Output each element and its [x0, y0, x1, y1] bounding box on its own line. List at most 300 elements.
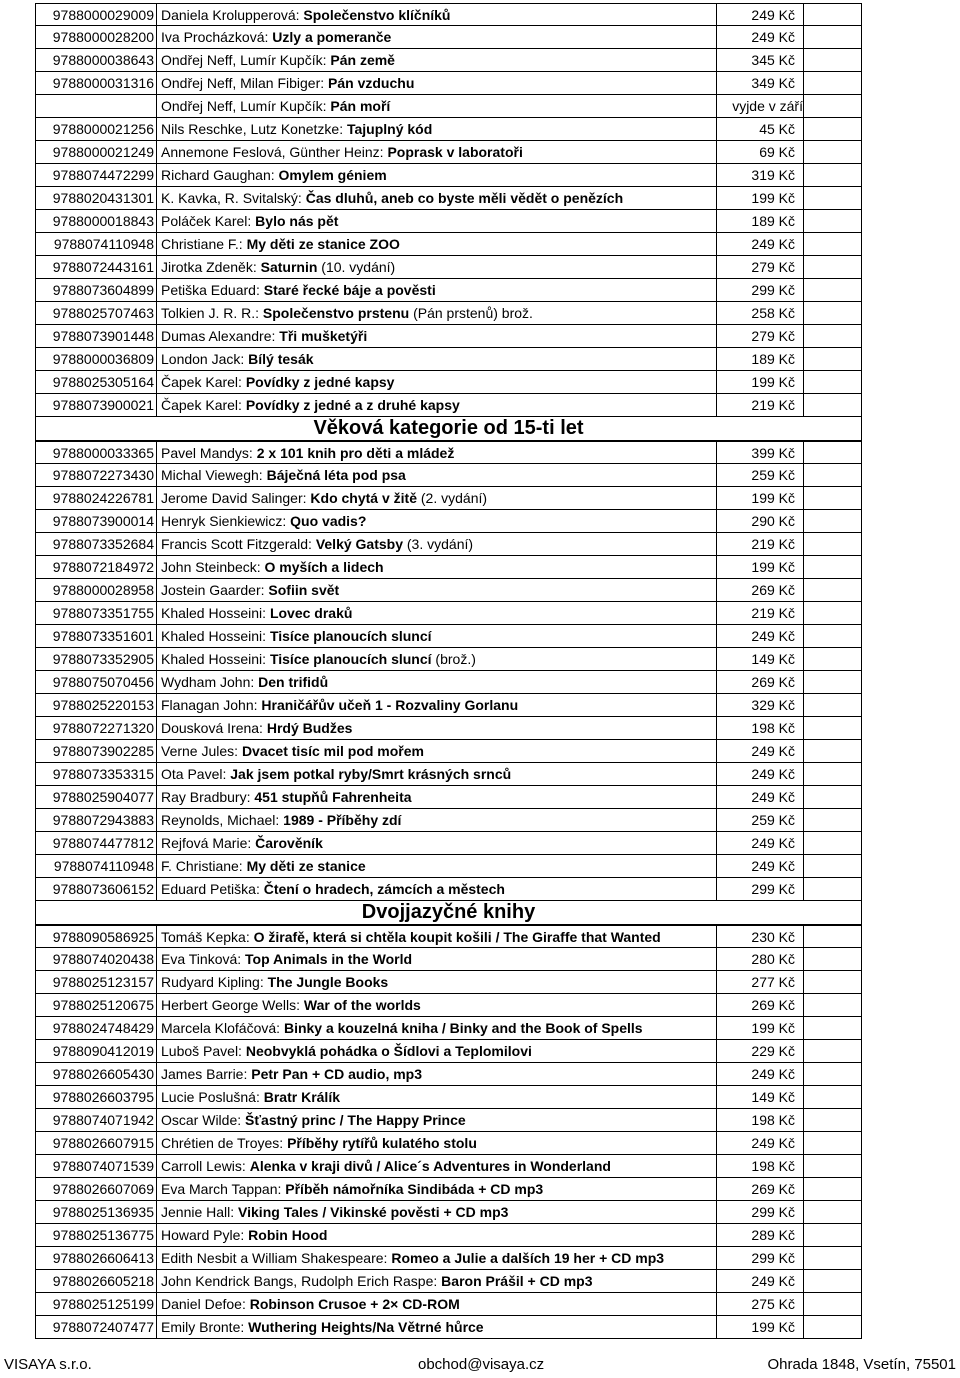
title-text: Tři mušketýři	[279, 328, 368, 344]
price-cell: 198 Kč	[716, 717, 804, 739]
isbn-cell: 9788073604899	[36, 279, 157, 301]
author-text: Dumas Alexandre:	[161, 328, 280, 344]
author-text: Poláček Karel:	[161, 213, 256, 229]
book-cell	[158, 694, 715, 716]
table-row	[35, 72, 862, 95]
author-text: Reynolds, Michael:	[161, 812, 284, 828]
isbn-cell: 9788073606152	[36, 878, 157, 900]
title-text: Viking Tales / Vikinské pověsti + CD mp3	[238, 1204, 509, 1220]
book-cell	[158, 1316, 715, 1338]
price-cell: 290 Kč	[716, 510, 804, 532]
isbn-cell	[36, 95, 157, 117]
table-block-bilingual	[35, 925, 862, 1339]
book-cell	[158, 1109, 715, 1131]
author-text: Wydham John:	[161, 674, 259, 690]
table-row	[35, 1270, 862, 1293]
table-row	[35, 809, 862, 832]
title-text: Šťastný princ / The Happy Prince	[245, 1112, 466, 1128]
author-text: F. Christiane:	[161, 858, 247, 874]
book-cell	[158, 1132, 715, 1154]
book-cell	[158, 625, 715, 647]
price-cell: 259 Kč	[716, 464, 804, 486]
price-cell: 329 Kč	[716, 694, 804, 716]
table-row	[35, 1201, 862, 1224]
table-row	[35, 510, 862, 533]
author-text: Petiška Eduard:	[161, 282, 264, 298]
table-row	[35, 26, 862, 49]
table-row	[35, 1063, 862, 1086]
title-text: Pán moří	[330, 98, 391, 114]
price-cell: 275 Kč	[716, 1293, 804, 1315]
title-text: Dvacet tisíc mil pod mořem	[241, 743, 424, 759]
table-row	[35, 878, 862, 901]
title-text: Uzly a pomeranče	[272, 29, 392, 45]
table-row	[35, 1155, 862, 1178]
author-text: Eduard Petiška:	[161, 881, 264, 897]
price-cell: 249 Kč	[716, 786, 804, 808]
price-cell: vyjde v září	[716, 95, 804, 117]
book-cell	[158, 256, 715, 278]
edition-note: (brož.)	[431, 651, 476, 667]
title-text: Wuthering Heights/Na Větrné hůrce	[248, 1319, 484, 1335]
price-cell: 249 Kč	[716, 855, 804, 877]
title-text: Hraničářův učeň 1 - Rozvaliny Gorlanu	[261, 697, 519, 713]
author-text: Richard Gaughan:	[161, 167, 279, 183]
price-cell: 249 Kč	[716, 1063, 804, 1085]
price-cell: 399 Kč	[716, 442, 804, 464]
author-text: Ota Pavel:	[161, 766, 231, 782]
title-text: Bílý tesák	[248, 351, 314, 367]
price-cell: 269 Kč	[716, 1178, 804, 1200]
price-cell: 258 Kč	[716, 302, 804, 324]
isbn-cell: 9788000038643	[36, 49, 157, 71]
isbn-cell: 9788025120675	[36, 994, 157, 1016]
table-row	[35, 187, 862, 210]
book-cell	[158, 1155, 715, 1177]
author-text: Eva Tinková:	[161, 951, 246, 967]
price-cell: 199 Kč	[716, 487, 804, 509]
author-text: Emily Bronte:	[161, 1319, 249, 1335]
book-cell	[158, 786, 715, 808]
table-row	[35, 441, 862, 464]
author-text: Ray Bradbury:	[161, 789, 255, 805]
table-row	[35, 1178, 862, 1201]
book-cell	[158, 994, 715, 1016]
title-text: Společenstvo prstenu	[262, 305, 410, 321]
isbn-cell: 9788025136935	[36, 1201, 157, 1223]
isbn-cell: 9788073351601	[36, 625, 157, 647]
title-text: War of the worlds	[303, 997, 421, 1013]
table-row	[35, 1132, 862, 1155]
table-row	[35, 210, 862, 233]
isbn-cell: 9788073353315	[36, 763, 157, 785]
price-list-table	[35, 3, 862, 1339]
table-row	[35, 256, 862, 279]
book-cell	[158, 763, 715, 785]
table-row	[35, 925, 862, 948]
title-text: Quo vadis?	[290, 513, 367, 529]
title-text: Poprask v laboratoři	[387, 144, 523, 160]
table-row	[35, 141, 862, 164]
book-cell	[158, 671, 715, 693]
isbn-cell: 9788073900014	[36, 510, 157, 532]
isbn-cell: 9788025904077	[36, 786, 157, 808]
book-cell	[158, 855, 715, 877]
price-cell: 249 Kč	[716, 832, 804, 854]
price-cell: 349 Kč	[716, 72, 804, 94]
author-text: Ondřej Neff, Lumír Kupčík:	[161, 52, 331, 68]
isbn-cell: 9788000036809	[36, 348, 157, 370]
title-text: Baron Prášil + CD mp3	[441, 1273, 593, 1289]
book-cell	[158, 648, 715, 670]
title-text: Tajuplný kód	[346, 121, 433, 137]
isbn-cell: 9788026605430	[36, 1063, 157, 1085]
edition-note: (10. vydání)	[317, 259, 396, 275]
title-text: Povídky z jedné kapsy	[245, 374, 395, 390]
isbn-cell: 9788025136775	[36, 1224, 157, 1246]
price-cell: 299 Kč	[716, 878, 804, 900]
isbn-cell: 9788075070456	[36, 671, 157, 693]
book-cell	[158, 1201, 715, 1223]
isbn-cell: 9788073902285	[36, 740, 157, 762]
title-text: Saturnin	[260, 259, 318, 275]
price-cell: 189 Kč	[716, 210, 804, 232]
author-text: Tolkien J. R. R.:	[161, 305, 263, 321]
price-cell: 249 Kč	[716, 26, 804, 48]
isbn-cell: 9788072443161	[36, 256, 157, 278]
title-text: Alenka v kraji divů / Alice´s Adventures in Wonderland	[249, 1158, 611, 1174]
price-cell: 279 Kč	[716, 256, 804, 278]
author-text: Čapek Karel:	[161, 374, 246, 390]
book-cell	[158, 556, 715, 578]
author-text: Khaled Hosseini:	[161, 628, 270, 644]
table-row	[35, 487, 862, 510]
table-row	[35, 394, 862, 417]
isbn-cell: 9788072271320	[36, 717, 157, 739]
author-text: London Jack:	[161, 351, 249, 367]
author-text: Howard Pyle:	[161, 1227, 249, 1243]
title-text: Petr Pan + CD audio, mp3	[251, 1066, 423, 1082]
book-cell	[158, 49, 715, 71]
price-cell: 345 Kč	[716, 49, 804, 71]
book-cell	[158, 348, 715, 370]
title-text: O žirafě, která si chtěla koupit košili / The Giraffe that Wanted	[253, 929, 661, 945]
title-text: Robin Hood	[248, 1227, 328, 1243]
table-row	[35, 948, 862, 971]
title-text: Společenstvo klíčníků	[303, 7, 451, 23]
table-row	[35, 464, 862, 487]
isbn-cell: 9788090586925	[36, 926, 157, 948]
edition-note: (Pán prstenů) brož.	[409, 305, 533, 321]
table-row	[35, 325, 862, 348]
isbn-cell: 9788026606413	[36, 1247, 157, 1269]
book-cell	[158, 371, 715, 393]
price-cell: 277 Kč	[716, 971, 804, 993]
isbn-cell: 9788074477812	[36, 832, 157, 854]
table-block-general	[35, 3, 862, 417]
book-cell	[158, 487, 715, 509]
price-cell: 249 Kč	[716, 4, 804, 26]
title-text: Sofiin svět	[268, 582, 340, 598]
author-text: Ondřej Neff, Milan Fibiger:	[161, 75, 329, 91]
isbn-cell: 9788074071942	[36, 1109, 157, 1131]
price-cell: 249 Kč	[716, 233, 804, 255]
table-row	[35, 533, 862, 556]
price-cell: 149 Kč	[716, 1086, 804, 1108]
title-text: Lovec draků	[269, 605, 353, 621]
isbn-cell: 9788000021249	[36, 141, 157, 163]
book-cell	[158, 510, 715, 532]
isbn-cell: 9788074110948	[36, 855, 157, 877]
table-row	[35, 1017, 862, 1040]
book-cell	[158, 971, 715, 993]
book-cell	[158, 210, 715, 232]
book-cell	[158, 118, 715, 140]
title-text: 2 x 101 knih pro děti a mládež	[256, 445, 455, 461]
author-text: Jennie Hall:	[161, 1204, 239, 1220]
author-text: Khaled Hosseini:	[161, 651, 270, 667]
isbn-cell: 9788025220153	[36, 694, 157, 716]
price-cell: 198 Kč	[716, 1109, 804, 1131]
price-cell: 219 Kč	[716, 533, 804, 555]
price-cell: 299 Kč	[716, 279, 804, 301]
title-text: Jak jsem potkal ryby/Smrt krásných srnců	[230, 766, 512, 782]
table-row	[35, 648, 862, 671]
price-cell: 229 Kč	[716, 1040, 804, 1062]
isbn-cell: 9788000029009	[36, 4, 157, 26]
book-cell	[158, 1017, 715, 1039]
table-row	[35, 3, 862, 26]
title-text: Povídky z jedné a z druhé kapsy	[245, 397, 460, 413]
author-text: Verne Jules:	[161, 743, 242, 759]
book-cell	[158, 533, 715, 555]
table-row	[35, 717, 862, 740]
title-text: Romeo a Julie a dalších 19 her + CD mp3	[391, 1250, 665, 1266]
author-text: Jirotka Zdeněk:	[161, 259, 261, 275]
book-cell	[158, 187, 715, 209]
book-cell	[158, 302, 715, 324]
book-cell	[158, 1247, 715, 1269]
price-cell: 199 Kč	[716, 556, 804, 578]
title-text: Čas dluhů, aneb co byste měli vědět o penězích	[305, 190, 624, 206]
author-text: Lucie Poslušná:	[161, 1089, 264, 1105]
table-row	[35, 855, 862, 878]
price-cell: 219 Kč	[716, 394, 804, 416]
title-text: Den trifidů	[258, 674, 329, 690]
table-row	[35, 233, 862, 256]
isbn-cell: 9788026605218	[36, 1270, 157, 1292]
book-cell	[158, 26, 715, 48]
price-cell: 230 Kč	[716, 926, 804, 948]
title-text: The Jungle Books	[267, 974, 389, 990]
price-cell: 249 Kč	[716, 740, 804, 762]
isbn-cell: 9788024226781	[36, 487, 157, 509]
price-cell: 45 Kč	[716, 118, 804, 140]
isbn-cell: 9788072184972	[36, 556, 157, 578]
price-cell: 189 Kč	[716, 348, 804, 370]
price-cell: 279 Kč	[716, 325, 804, 347]
price-cell: 199 Kč	[716, 1316, 804, 1338]
title-text: 451 stupňů Fahrenheita	[254, 789, 412, 805]
isbn-cell: 9788073352905	[36, 648, 157, 670]
book-cell	[158, 1178, 715, 1200]
table-row	[35, 602, 862, 625]
isbn-cell: 9788000028200	[36, 26, 157, 48]
table-row	[35, 49, 862, 72]
isbn-cell: 9788073351755	[36, 602, 157, 624]
price-cell: 269 Kč	[716, 671, 804, 693]
title-text: Robinson Crusoe + 2× CD-ROM	[249, 1296, 460, 1312]
book-cell	[158, 717, 715, 739]
isbn-cell: 9788000033365	[36, 442, 157, 464]
book-cell	[158, 602, 715, 624]
price-cell: 249 Kč	[716, 1132, 804, 1154]
section-heading-bilingual: Dvojjazyčné knihy	[35, 901, 862, 925]
table-row	[35, 164, 862, 187]
table-row	[35, 832, 862, 855]
book-cell	[158, 740, 715, 762]
table-row	[35, 371, 862, 394]
table-row	[35, 625, 862, 648]
table-row	[35, 556, 862, 579]
title-text: Příběh námořníka Sindibáda + CD mp3	[285, 1181, 544, 1197]
table-row	[35, 1224, 862, 1247]
title-text: Tisíce planoucích sluncí	[269, 628, 432, 644]
price-cell: 269 Kč	[716, 579, 804, 601]
title-text: Binky a kouzelná kniha / Binky and the Book of Spells	[283, 1020, 643, 1036]
price-cell: 249 Kč	[716, 1270, 804, 1292]
author-text: John Kendrick Bangs, Rudolph Erich Raspe:	[161, 1273, 442, 1289]
book-cell	[158, 141, 715, 163]
author-text: John Steinbeck:	[161, 559, 265, 575]
book-cell	[158, 95, 715, 117]
table-row	[35, 786, 862, 809]
author-text: Daniel Defoe:	[161, 1296, 250, 1312]
author-text: Carroll Lewis:	[161, 1158, 250, 1174]
title-text: Neobvyklá pohádka o Šídlovi a Teplomilovi	[245, 1043, 532, 1059]
isbn-cell: 9788072943883	[36, 809, 157, 831]
title-text: Bylo nás pět	[255, 213, 339, 229]
author-text: Jerome David Salinger:	[161, 490, 311, 506]
author-text: Luboš Pavel:	[161, 1043, 246, 1059]
title-text: My děti ze stanice ZOO	[246, 236, 400, 252]
author-text: Eva March Tappan:	[161, 1181, 286, 1197]
author-text: Francis Scott Fitzgerald:	[161, 536, 316, 552]
price-cell: 249 Kč	[716, 763, 804, 785]
author-text: Edith Nesbit a William Shakespeare:	[161, 1250, 392, 1266]
book-cell	[158, 325, 715, 347]
author-text: Henryk Sienkiewicz:	[161, 513, 291, 529]
isbn-cell: 9788000031316	[36, 72, 157, 94]
author-text: Nils Reschke, Lutz Konetzke:	[161, 121, 347, 137]
isbn-cell: 9788025123157	[36, 971, 157, 993]
price-cell: 149 Kč	[716, 648, 804, 670]
book-cell	[158, 279, 715, 301]
author-text: Daniela Krolupperová:	[161, 7, 304, 23]
isbn-cell: 9788074110948	[36, 233, 157, 255]
table-block-15plus	[35, 441, 862, 901]
isbn-cell: 9788026607069	[36, 1178, 157, 1200]
price-cell: 199 Kč	[716, 1017, 804, 1039]
table-row	[35, 971, 862, 994]
title-text: My děti ze stanice	[246, 858, 366, 874]
isbn-cell: 9788025125199	[36, 1293, 157, 1315]
title-text: Báječná léta pod psa	[266, 467, 406, 483]
table-row	[35, 671, 862, 694]
book-cell	[158, 878, 715, 900]
table-row	[35, 348, 862, 371]
book-cell	[158, 1270, 715, 1292]
isbn-cell: 9788020431301	[36, 187, 157, 209]
author-text: Rudyard Kipling:	[161, 974, 268, 990]
author-text: Pavel Mandys:	[161, 445, 257, 461]
book-cell	[158, 1063, 715, 1085]
isbn-cell: 9788074071539	[36, 1155, 157, 1177]
edition-note: (3. vydání)	[403, 536, 474, 552]
author-text: Michal Viewegh:	[161, 467, 267, 483]
title-text: Omylem géniem	[278, 167, 387, 183]
price-cell: 289 Kč	[716, 1224, 804, 1246]
book-cell	[158, 164, 715, 186]
title-text: Pán vzduchu	[328, 75, 415, 91]
isbn-cell: 9788072407477	[36, 1316, 157, 1338]
price-cell: 299 Kč	[716, 1247, 804, 1269]
price-cell: 319 Kč	[716, 164, 804, 186]
price-cell: 299 Kč	[716, 1201, 804, 1223]
book-cell	[158, 4, 715, 26]
author-text: Chrétien de Troyes:	[161, 1135, 288, 1151]
author-text: Annemone Feslová, Günther Heinz:	[161, 144, 388, 160]
table-row	[35, 579, 862, 602]
title-text: Top Animals in the World	[245, 951, 413, 967]
table-row	[35, 1040, 862, 1063]
table-row	[35, 95, 862, 118]
author-text: Herbert George Wells:	[161, 997, 304, 1013]
price-cell: 198 Kč	[716, 1155, 804, 1177]
table-row	[35, 1293, 862, 1316]
isbn-cell: 9788090412019	[36, 1040, 157, 1062]
isbn-cell: 9788000028958	[36, 579, 157, 601]
price-cell: 199 Kč	[716, 371, 804, 393]
isbn-cell: 9788026607915	[36, 1132, 157, 1154]
price-cell: 249 Kč	[716, 625, 804, 647]
price-cell: 69 Kč	[716, 141, 804, 163]
book-cell	[158, 442, 715, 464]
table-row	[35, 1109, 862, 1132]
book-cell	[158, 394, 715, 416]
book-cell	[158, 1293, 715, 1315]
title-text: Bratr Králík	[263, 1089, 340, 1105]
book-cell	[158, 948, 715, 970]
title-text: Velký Gatsby	[315, 536, 403, 552]
title-text: Hrdý Budžes	[266, 720, 353, 736]
book-cell	[158, 809, 715, 831]
isbn-cell: 9788000018843	[36, 210, 157, 232]
price-cell: 280 Kč	[716, 948, 804, 970]
book-cell	[158, 926, 715, 948]
isbn-cell: 9788074020438	[36, 948, 157, 970]
author-text: Christiane F.:	[161, 236, 247, 252]
author-text: K. Kavka, R. Svitalský:	[161, 190, 306, 206]
book-cell	[158, 579, 715, 601]
table-row	[35, 763, 862, 786]
footer-email: obchod@visaya.cz	[418, 1356, 545, 1373]
isbn-cell: 9788025305164	[36, 371, 157, 393]
price-cell: 199 Kč	[716, 187, 804, 209]
title-text: O myších a lidech	[264, 559, 384, 575]
title-text: Kdo chytá v žitě	[310, 490, 417, 506]
title-text: Čtení o hradech, zámcích a městech	[263, 881, 505, 897]
